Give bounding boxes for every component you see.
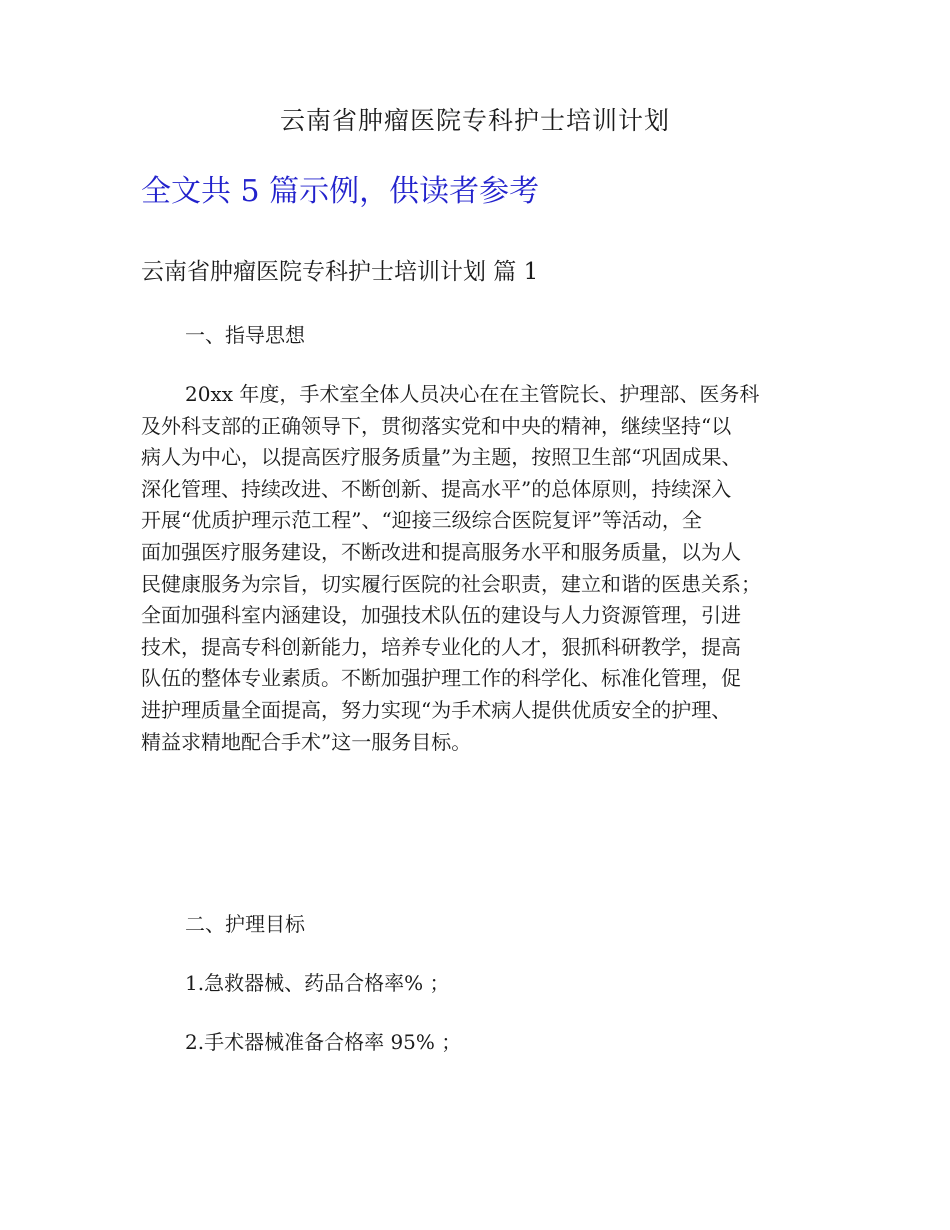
document-subtitle: 全文共 5 篇示例，供读者参考 bbox=[141, 174, 540, 209]
paragraph-line: 全面加强科室内涵建设，加强技术队伍的建设与人力资源管理，引进 bbox=[141, 603, 741, 628]
paragraph-line: 进护理质量全面提高，努力实现“为手术病人提供优质安全的护理、 bbox=[141, 697, 732, 722]
section-title: 云南省肿瘤医院专科护士培训计划 篇 1 bbox=[141, 259, 539, 285]
goal-item: 1.急救器械、药品合格率% ； bbox=[185, 971, 450, 995]
paragraph-line: 民健康服务为宗旨，切实履行医院的社会职责，建立和谐的医患关系； bbox=[141, 571, 761, 596]
paragraph-line: 开展“优质护理示范工程”、“迎接三级综合医院复评”等活动，全 bbox=[141, 508, 702, 533]
heading-guiding-ideology: 一、指导思想 bbox=[185, 323, 305, 347]
paragraph-line: 及外科支部的正确领导下，贯彻落实党和中央的精神，继续坚持“以 bbox=[141, 413, 732, 438]
paragraph-line: 技术，提高专科创新能力，培养专业化的人才，狠抓科研教学，提高 bbox=[141, 634, 741, 659]
paragraph-line: 面加强医疗服务建设，不断改进和提高服务水平和服务质量，以为人 bbox=[141, 539, 741, 564]
document-title: 云南省肿瘤医院专科护士培训计划 bbox=[279, 106, 670, 135]
paragraph-line: 病人为中心，以提高医疗服务质量”为主题，按照卫生部“巩固成果、 bbox=[141, 445, 742, 470]
paragraph-line: 精益求精地配合手术”这一服务目标。 bbox=[141, 729, 472, 754]
paragraph-line: 队伍的整体专业素质。不断加强护理工作的科学化、标准化管理，促 bbox=[141, 666, 741, 691]
paragraph-line: 20xx 年度，手术室全体人员决心在在主管院长、护理部、医务科 bbox=[185, 382, 760, 406]
paragraph-line: 深化管理、持续改进、不断创新、提高水平”的总体原则，持续深入 bbox=[141, 476, 732, 501]
guiding-ideology-paragraph bbox=[141, 379, 831, 758]
heading-nursing-goals: 二、护理目标 bbox=[185, 912, 305, 936]
goal-item: 2.手术器械准备合格率 95% ； bbox=[185, 1030, 462, 1054]
